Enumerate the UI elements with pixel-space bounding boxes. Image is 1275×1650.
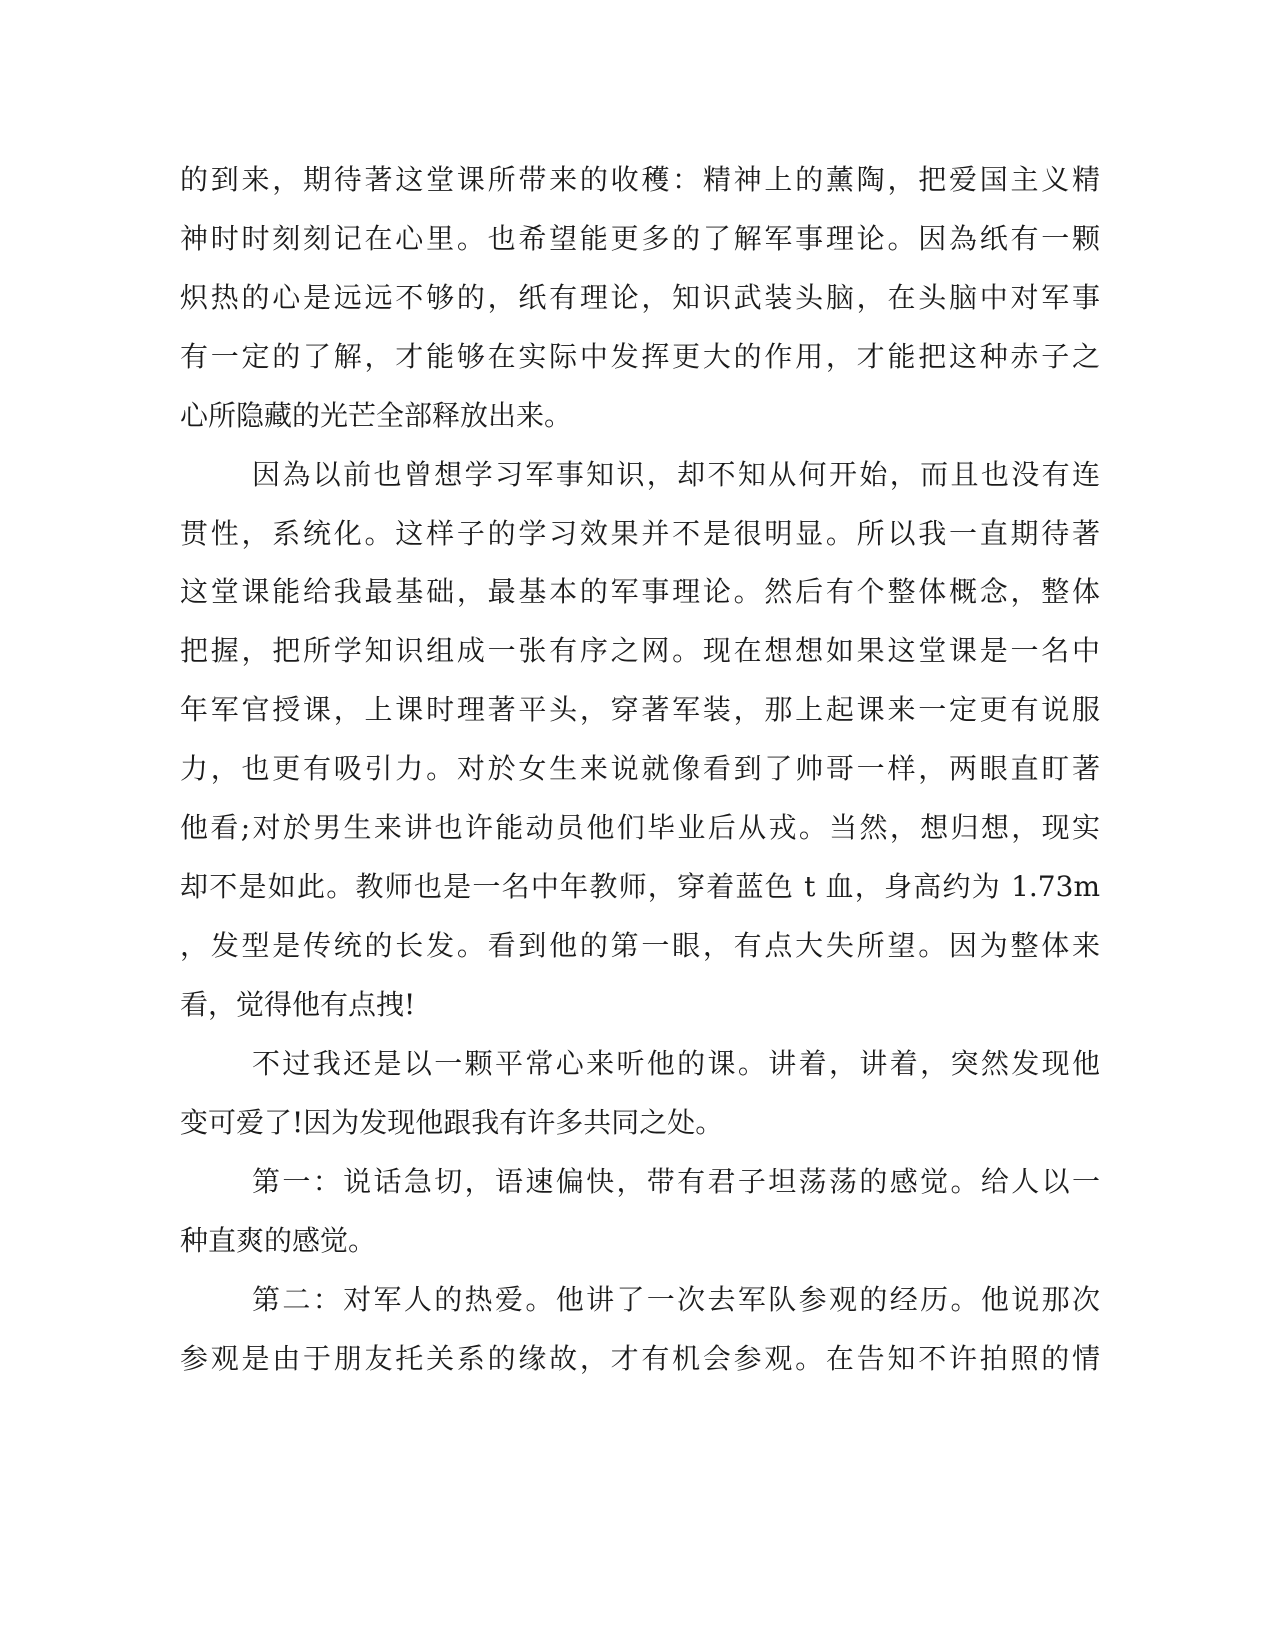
text-line-20: 第二：对军人的热爱。他讲了一次去军队参观的经历。他说那次 <box>252 1283 1100 1316</box>
text-line-8: 这堂课能给我最基础，最基本的军事理论。然后有个整体概念，整体 <box>180 575 1100 608</box>
text-line-13: 却不是如此。教师也是一名中年教师，穿着蓝色 t 血，身高约为 1.73m <box>180 870 1100 903</box>
text-line-18: 第一：说话急切，语速偏快，带有君子坦荡荡的感觉。给人以一 <box>252 1165 1100 1198</box>
text-line-16: 不过我还是以一颗平常心来听他的课。讲着，讲着，突然发现他 <box>252 1047 1100 1080</box>
text-line-14: ，发型是传统的长发。看到他的第一眼，有点大失所望。因为整体来 <box>180 929 1100 962</box>
text-line-5: 心所隐藏的光芒全部释放出来。 <box>180 399 573 432</box>
text-line-3: 炽热的心是远远不够的，纸有理论，知识武装头脑，在头脑中对军事 <box>180 281 1100 314</box>
text-line-9: 把握，把所学知识组成一张有序之网。现在想想如果这堂课是一名中 <box>180 634 1100 667</box>
text-line-10: 年军官授课，上课时理著平头，穿著军装，那上起课来一定更有说服 <box>180 693 1100 726</box>
text-line-4: 有一定的了解，才能够在实际中发挥更大的作用，才能把这种赤子之 <box>180 340 1100 373</box>
text-line-1: 的到来，期待著这堂课所带来的收穫：精神上的薰陶，把爱国主义精 <box>180 163 1100 196</box>
text-line-21: 参观是由于朋友托关系的缘故，才有机会参观。在告知不许拍照的情 <box>180 1342 1100 1375</box>
text-line-17: 变可爱了!因为发现他跟我有许多共同之处。 <box>180 1106 724 1139</box>
text-line-2: 神时时刻刻记在心里。也希望能更多的了解军事理论。因為纸有一颗 <box>180 222 1100 255</box>
text-line-6: 因為以前也曾想学习军事知识，却不知从何开始，而且也没有连 <box>252 458 1100 491</box>
text-line-19: 种直爽的感觉。 <box>180 1224 377 1257</box>
text-line-15: 看，觉得他有点拽! <box>180 988 416 1021</box>
text-line-11: 力，也更有吸引力。对於女生来说就像看到了帅哥一样，两眼直盯著 <box>180 752 1100 785</box>
text-line-12: 他看;对於男生来讲也许能动员他们毕业后从戎。当然，想归想，现实 <box>180 811 1100 844</box>
text-line-7: 贯性，系统化。这样子的学习效果并不是很明显。所以我一直期待著 <box>180 517 1100 550</box>
